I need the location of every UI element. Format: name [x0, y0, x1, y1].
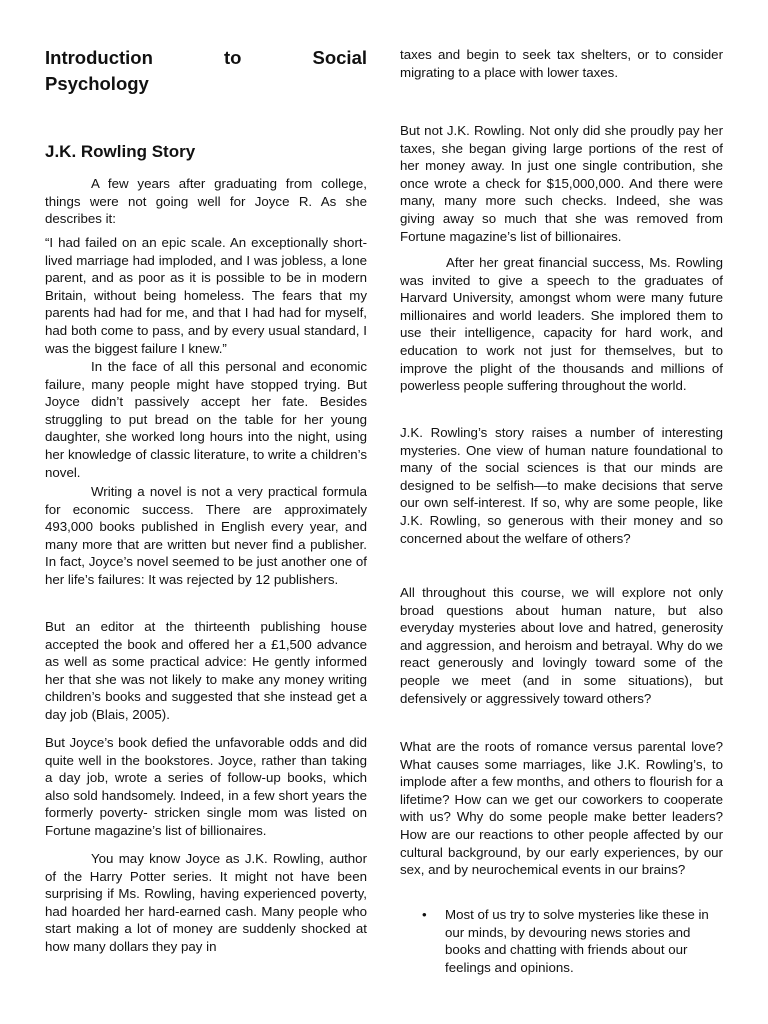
bullet-icon: •	[422, 907, 427, 922]
list-item-text: Most of us try to solve mysteries like these in our minds, by devouring news stories and books and chatting with friends about our feelings and opinions.	[445, 907, 709, 975]
paragraph: All throughout this course, we will explore not only broad questions about human nature, but also everyday mysteries about love and hatred, generosity and aggression, and heroism and betrayal. Why do we react generously and lovingly toward some of the people we meet (and in some situations), but defensively or aggressively toward others?	[400, 585, 723, 706]
paragraph: In the face of all this personal and economic failure, many people might have stopped trying. But Joyce didn’t passively accept her fate. Besides struggling to put bread on the table for her young daughter, she worked long hours into the night, using her knowledge of classic literature, to write a children’s novel.	[45, 359, 367, 480]
paragraph: After her great financial success, Ms. Rowling was invited to give a speech to the graduates of Harvard University, amongst whom were many future millionaires and world leaders. She implored them to use their intelligence, capacity for hard work, and education to work not just for themselves, but to improve the plight of the thousands and millions of powerless people suffering throughout the world.	[400, 255, 723, 394]
paragraph: Writing a novel is not a very practical formula for economic success. There are approximately 493,000 books published in English every year, and many more that are written but never find a publisher. In fact, Joyce’s novel seemed to be just another one of her life’s failures: It was rejected by 12 publishers.	[45, 484, 367, 587]
paragraph: But Joyce’s book defied the unfavorable odds and did quite well in the bookstores. Joyce, rather than taking a day job, wrote a series of follow-up books, which also sold handsomely. Indeed, in a few short years the formerly poverty- stricken single mom was listed on Fortune magazine’s list of billionaires.	[45, 735, 367, 838]
paragraph: taxes and begin to seek tax shelters, or to consider migrating to a place with lower taxes.	[400, 47, 723, 80]
section-heading: J.K. Rowling Story	[45, 142, 196, 161]
paragraph: You may know Joyce as J.K. Rowling, author of the Harry Potter series. It might not have been surprising if Ms. Rowling, having experienced poverty, had hoarded her hard-earned cash. Many people who start making a lot of money are suddenly shocked at how many dollars they pay in	[45, 851, 367, 954]
title-word: Social	[312, 47, 367, 68]
paragraph: But not J.K. Rowling. Not only did she proudly pay her taxes, she began giving large portions of the rest of her money away. In just one single contribution, she once wrote a check for $15,000,000. And there were many, many more such checks. Indeed, she was giving away so much that she was removed from Fortune magazine’s list of billionaires.	[400, 123, 723, 244]
paragraph: J.K. Rowling’s story raises a number of interesting mysteries. One view of human nature foundational to many of the social sciences is that our minds are designed to be selfish—to make decisions that serve our own self-interest. If so, why are some people, like J.K. Rowling, so generous with their money and so concerned about the welfare of others?	[400, 425, 723, 546]
paragraph: But an editor at the thirteenth publishing house accepted the book and offered her a £1,500 advance as well as some practical advice: He gently informed her that she was not likely to make any money writing children’s books and suggested that she instead get a day job (Blais, 2005).	[45, 619, 367, 722]
page-title-line-2: Psychology	[45, 73, 149, 94]
title-word: Introduction	[45, 47, 153, 68]
title-word: to	[223, 47, 242, 68]
page-title-line-1	[45, 45, 367, 71]
page-title	[45, 45, 367, 97]
paragraph: A few years after graduating from college, things were not going well for Joyce R. As she describes it:	[45, 176, 367, 227]
paragraph: What are the roots of romance versus parental love? What causes some marriages, like J.K. Rowling’s, to implode after a few months, and others to flourish for a lifetime? How can we get our coworkers to cooperate with us? Why do some people make better leaders? How are our reactions to other people affected by our cultural background, by our early experiences, by our sex, and by neurochemical events in our brains?	[400, 739, 723, 878]
list-item	[422, 906, 723, 976]
quote-paragraph: “I had failed on an epic scale. An exceptionally short-lived marriage had imploded, and I was jobless, a lone parent, and as poor as it is possible to be in modern Britain, without being homeless. The fears that my parents had had for me, and that I had had for myself, had both come to pass, and by every usual standard, I was the biggest failure I knew.”	[45, 235, 367, 356]
